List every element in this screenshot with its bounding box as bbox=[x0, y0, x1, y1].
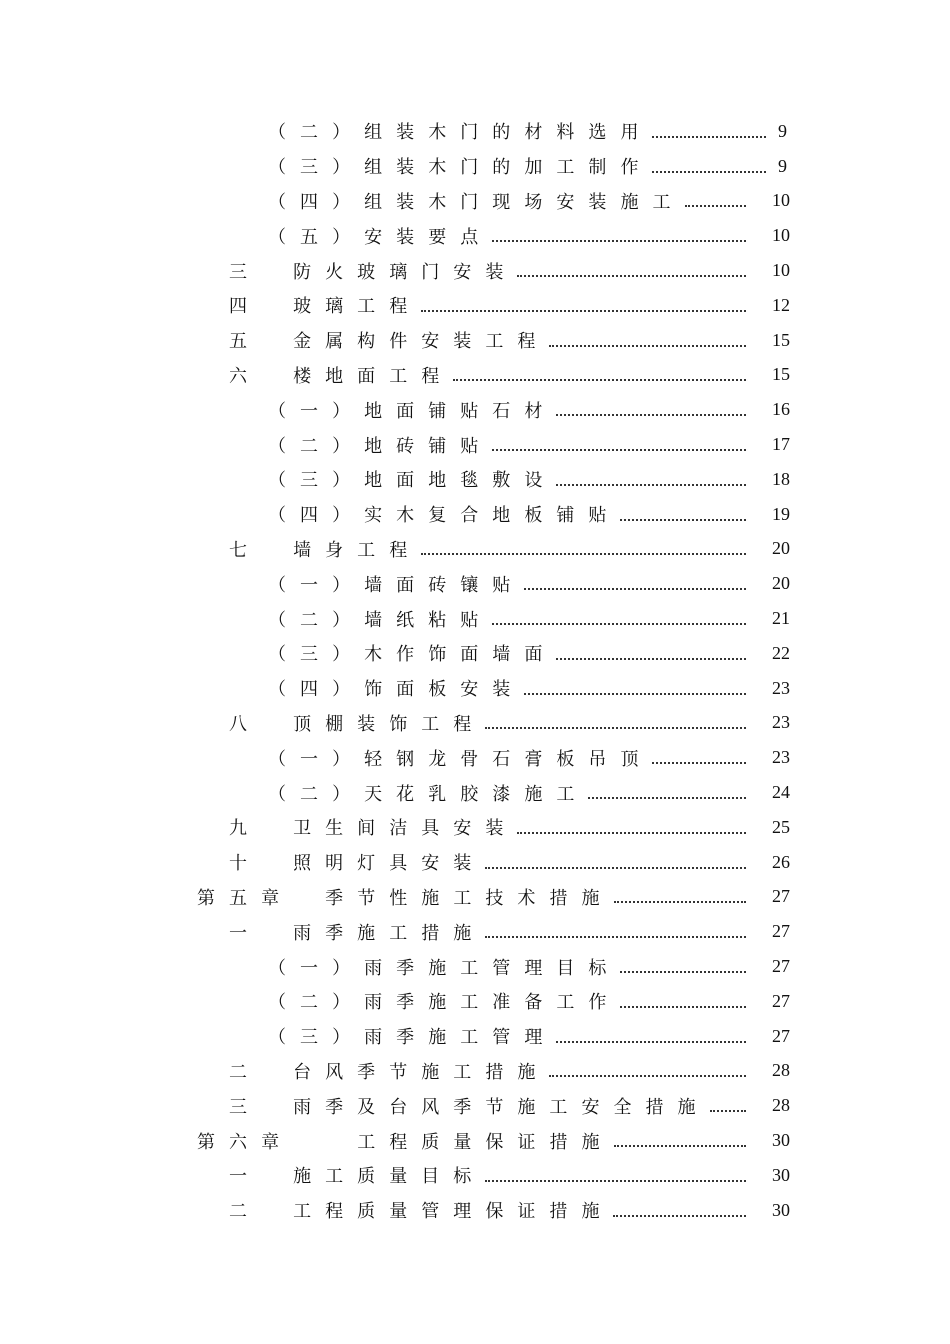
toc-entry[interactable] bbox=[0, 253, 950, 288]
toc-entry-page-number: 25 bbox=[772, 816, 790, 837]
toc-entry-page-number: 27 bbox=[772, 990, 790, 1011]
toc-entry-title: （二）墙纸粘贴 bbox=[268, 609, 493, 631]
toc-entry-page-number: 17 bbox=[772, 434, 790, 455]
toc-entry-title: （四）饰面板安装 bbox=[268, 679, 525, 701]
toc-entry-title: （四）实木复合地板铺贴 bbox=[268, 505, 621, 527]
toc-entry-title: 九 卫生间洁具安装 bbox=[229, 818, 518, 840]
toc-entry-page-number: 27 bbox=[772, 956, 790, 977]
toc-dot-leader bbox=[613, 1214, 746, 1217]
toc-dot-leader bbox=[517, 831, 746, 834]
toc-entry-page-number: 21 bbox=[772, 608, 790, 629]
toc-entry[interactable] bbox=[0, 184, 950, 219]
toc-entry-page-number: 30 bbox=[772, 1130, 790, 1150]
toc-entry[interactable] bbox=[0, 497, 950, 532]
toc-entry-title: （二）组装木门的材料选用 bbox=[268, 122, 653, 144]
toc-entry-page-number: 30 bbox=[772, 1199, 790, 1220]
toc-entry[interactable] bbox=[0, 706, 950, 741]
toc-entry[interactable] bbox=[0, 845, 950, 880]
toc-dot-leader bbox=[492, 239, 746, 242]
toc-entry-title: （一）雨季施工管理目标 bbox=[268, 957, 621, 979]
toc-dot-leader bbox=[685, 204, 746, 207]
toc-entry-page-number: 27 bbox=[772, 1025, 790, 1046]
toc-entry-page-number: 10 bbox=[772, 225, 790, 246]
toc-entry-page-number: 19 bbox=[772, 503, 790, 524]
toc-entry[interactable] bbox=[0, 636, 950, 671]
toc-entry-title: 二 工程质量管理保证措施 bbox=[229, 1201, 614, 1223]
toc-entry[interactable] bbox=[0, 1158, 950, 1193]
toc-entry-page-number: 20 bbox=[772, 538, 790, 559]
toc-dot-leader bbox=[517, 274, 746, 277]
toc-entry[interactable] bbox=[0, 601, 950, 636]
toc-entry-title: 一 雨季施工措施 bbox=[229, 922, 486, 944]
toc-dot-leader bbox=[492, 622, 746, 625]
toc-dot-leader bbox=[524, 587, 746, 590]
toc-entry-page-number: 9 bbox=[778, 155, 787, 176]
toc-dot-leader bbox=[421, 552, 746, 555]
toc-entry[interactable] bbox=[0, 358, 950, 393]
toc-entry-title: （一）墙面砖镶贴 bbox=[268, 574, 525, 596]
toc-entry-title: （三）组装木门的加工制作 bbox=[268, 157, 653, 179]
toc-entry[interactable] bbox=[0, 984, 950, 1019]
toc-dot-leader bbox=[485, 726, 746, 729]
toc-dot-leader bbox=[492, 448, 746, 451]
toc-entry[interactable] bbox=[0, 880, 950, 915]
toc-dot-leader bbox=[710, 1109, 746, 1112]
toc-entry-title: （三）地面地毯敷设 bbox=[268, 470, 557, 492]
toc-entry[interactable] bbox=[0, 462, 950, 497]
toc-entry[interactable] bbox=[0, 114, 950, 149]
toc-entry-title: （三）雨季施工管理 bbox=[268, 1027, 557, 1049]
toc-dot-leader bbox=[549, 344, 746, 347]
table-of-contents bbox=[0, 114, 950, 1228]
toc-entry-page-number: 12 bbox=[772, 294, 790, 315]
toc-entry-title: 十 照明灯具安装 bbox=[229, 853, 486, 875]
toc-dot-leader bbox=[588, 796, 746, 799]
toc-entry-title: 七 墙身工程 bbox=[229, 539, 422, 561]
toc-entry-title: 第五章 季节性施工技术措施 bbox=[197, 887, 614, 909]
toc-entry-page-number: 23 bbox=[772, 712, 790, 733]
toc-entry-title: 四 玻璃工程 bbox=[229, 296, 422, 318]
toc-dot-leader bbox=[556, 483, 746, 486]
toc-dot-leader bbox=[620, 970, 746, 973]
toc-dot-leader bbox=[556, 657, 746, 660]
toc-entry[interactable] bbox=[0, 914, 950, 949]
toc-dot-leader bbox=[620, 518, 746, 521]
toc-entry-page-number: 15 bbox=[772, 364, 790, 385]
toc-entry[interactable] bbox=[0, 149, 950, 184]
toc-entry-page-number: 28 bbox=[772, 1095, 790, 1116]
toc-dot-leader bbox=[524, 692, 746, 695]
toc-entry[interactable] bbox=[0, 323, 950, 358]
toc-dot-leader bbox=[421, 309, 746, 312]
toc-entry-page-number: 16 bbox=[772, 399, 790, 420]
toc-entry-page-number: 26 bbox=[772, 851, 790, 872]
toc-entry-title: （二）天花乳胶漆施工 bbox=[268, 783, 589, 805]
toc-entry-title: 六 楼地面工程 bbox=[229, 365, 454, 387]
toc-dot-leader bbox=[614, 900, 746, 903]
toc-dot-leader bbox=[620, 1005, 746, 1008]
toc-entry-page-number: 18 bbox=[772, 468, 790, 489]
toc-dot-leader bbox=[485, 1179, 746, 1182]
toc-entry[interactable] bbox=[0, 949, 950, 984]
toc-entry[interactable] bbox=[0, 775, 950, 810]
toc-entry[interactable] bbox=[0, 810, 950, 845]
toc-dot-leader bbox=[652, 135, 766, 138]
toc-dot-leader bbox=[485, 866, 746, 869]
toc-entry[interactable] bbox=[0, 427, 950, 462]
toc-entry-title: （一）轻钢龙骨石膏板吊顶 bbox=[268, 748, 653, 770]
toc-entry-title: （二）雨季施工准备工作 bbox=[268, 992, 621, 1014]
toc-entry[interactable] bbox=[0, 740, 950, 775]
toc-entry[interactable] bbox=[0, 532, 950, 567]
toc-entry[interactable] bbox=[0, 288, 950, 323]
toc-entry[interactable] bbox=[0, 1019, 950, 1054]
toc-entry-title: 一 施工质量目标 bbox=[229, 1166, 486, 1188]
toc-entry-page-number: 10 bbox=[772, 190, 790, 211]
toc-entry[interactable] bbox=[0, 392, 950, 427]
toc-entry-page-number: 27 bbox=[772, 886, 790, 907]
toc-entry-page-number: 15 bbox=[772, 329, 790, 350]
toc-entry-title: 三 雨季及台风季节施工安全措施 bbox=[229, 1096, 710, 1118]
toc-entry[interactable] bbox=[0, 218, 950, 253]
toc-entry-title: （四）组装木门现场安装施工 bbox=[268, 191, 685, 213]
toc-entry[interactable] bbox=[0, 671, 950, 706]
toc-entry[interactable] bbox=[0, 1054, 950, 1089]
toc-entry-title: 第六章 工程质量保证措施 bbox=[197, 1131, 614, 1153]
toc-entry[interactable] bbox=[0, 1123, 950, 1158]
toc-entry-title: 五 金属构件安装工程 bbox=[229, 331, 550, 353]
toc-entry-page-number: 22 bbox=[772, 642, 790, 663]
toc-dot-leader bbox=[549, 1074, 746, 1077]
toc-entry[interactable] bbox=[0, 566, 950, 601]
toc-dot-leader bbox=[556, 413, 746, 416]
toc-entry-title: （五）安装要点 bbox=[268, 226, 493, 248]
toc-entry-page-number: 28 bbox=[772, 1060, 790, 1081]
toc-entry-title: （一）地面铺贴石材 bbox=[268, 400, 557, 422]
toc-entry-page-number: 24 bbox=[772, 782, 790, 803]
toc-entry-page-number: 27 bbox=[772, 921, 790, 942]
toc-entry-title: 三 防火玻璃门安装 bbox=[229, 261, 518, 283]
toc-entry-title: 二 台风季节施工措施 bbox=[229, 1061, 550, 1083]
toc-entry-page-number: 20 bbox=[772, 573, 790, 594]
toc-entry-title: 八 顶棚装饰工程 bbox=[229, 713, 486, 735]
toc-entry-page-number: 23 bbox=[772, 747, 790, 768]
toc-dot-leader bbox=[485, 935, 746, 938]
toc-entry-page-number: 30 bbox=[772, 1164, 790, 1185]
toc-dot-leader bbox=[652, 170, 766, 173]
toc-entry-title: （三）木作饰面墙面 bbox=[268, 644, 557, 666]
toc-entry-page-number: 9 bbox=[778, 120, 787, 141]
toc-entry-title: （二）地砖铺贴 bbox=[268, 435, 493, 457]
toc-entry[interactable] bbox=[0, 1193, 950, 1228]
toc-dot-leader bbox=[652, 761, 746, 764]
toc-entry[interactable] bbox=[0, 1088, 950, 1123]
toc-dot-leader bbox=[453, 378, 746, 381]
toc-entry-page-number: 10 bbox=[772, 260, 790, 281]
toc-dot-leader bbox=[556, 1040, 746, 1043]
toc-entry-page-number: 23 bbox=[772, 677, 790, 698]
toc-dot-leader bbox=[614, 1144, 746, 1147]
